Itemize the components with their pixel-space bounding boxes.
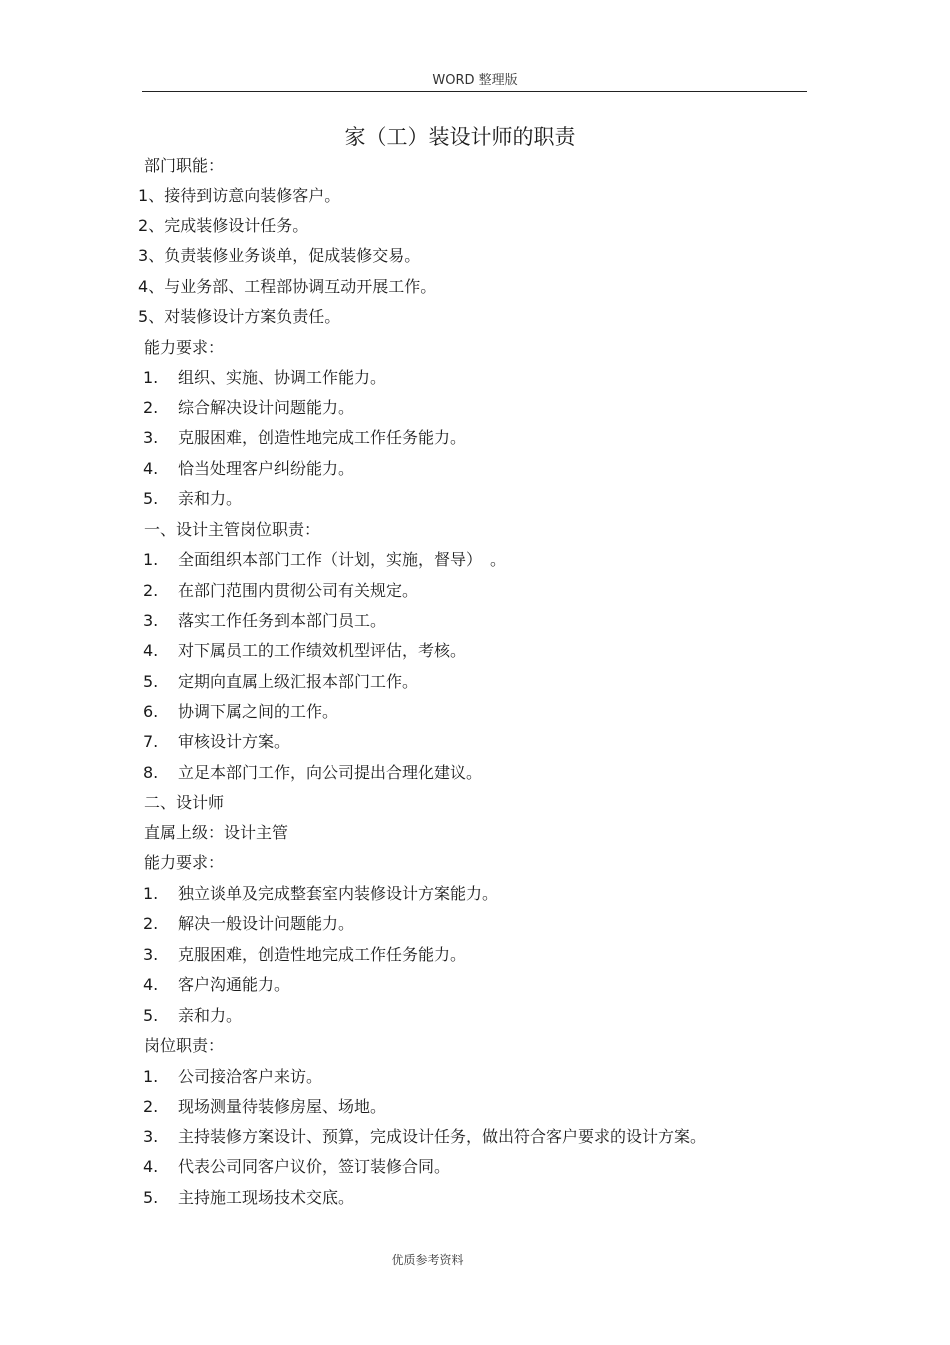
section-heading-designer: 二、设计师 — [144, 793, 225, 812]
list-text: 、接待到访意向装修客户。 — [148, 186, 341, 205]
list-text: 客户沟通能力。 — [178, 975, 291, 994]
list-item — [138, 277, 436, 297]
list-text: 对下属员工的工作绩效机型评估，考核。 — [178, 641, 467, 660]
page-footer: 优质参考资料 — [391, 1253, 464, 1267]
list-text: 定期向直属上级汇报本部门工作。 — [178, 672, 419, 691]
list-number: 5. — [143, 1188, 159, 1207]
list-text: 立足本部门工作，向公司提出合理化建议。 — [178, 763, 483, 782]
list-text: 解决一般设计问题能力。 — [178, 914, 355, 933]
section-heading-dept-functions: 部门职能： — [144, 156, 225, 175]
list-number: 2. — [143, 581, 159, 600]
list-number: 4. — [143, 975, 159, 994]
list-text: 亲和力。 — [178, 1006, 243, 1025]
list-number: 5. — [143, 672, 159, 691]
list-item — [138, 216, 308, 236]
list-text: 、与业务部、工程部协调互动开展工作。 — [148, 277, 437, 296]
list-text: 在部门范围内贯彻公司有关规定。 — [178, 581, 419, 600]
list-number: 6. — [143, 702, 159, 721]
list-text: 落实工作任务到本部门员工。 — [178, 611, 387, 630]
direct-superior: 直属上级：设计主管 — [144, 823, 289, 842]
list-text: 、负责装修业务谈单，促成装修交易。 — [148, 246, 421, 265]
list-number: 3. — [143, 428, 159, 447]
section-heading-ability: 能力要求： — [144, 338, 225, 357]
list-text: 协调下属之间的工作。 — [178, 702, 339, 721]
list-number: 3. — [143, 1127, 159, 1146]
section-heading-duties: 岗位职责： — [144, 1036, 225, 1055]
list-number: 1. — [143, 368, 159, 387]
list-text: 全面组织本部门工作（计划，实施，督导） 。 — [178, 550, 507, 569]
list-number: 3 — [138, 246, 149, 265]
list-number: 2 — [138, 216, 149, 235]
list-text: 主持装修方案设计、预算，完成设计任务，做出符合客户要求的设计方案。 — [178, 1127, 707, 1146]
list-text: 亲和力。 — [178, 489, 243, 508]
list-number: 1. — [143, 884, 159, 903]
page-header: WORD 整理版 — [432, 73, 518, 88]
section-heading-supervisor: 一、设计主管岗位职责： — [144, 520, 321, 539]
list-number: 3. — [143, 945, 159, 964]
list-item — [138, 307, 340, 327]
header-rule — [142, 91, 807, 92]
list-number: 2. — [143, 398, 159, 417]
list-text: 主持施工现场技术交底。 — [178, 1188, 355, 1207]
section-heading-ability: 能力要求： — [144, 853, 225, 872]
list-text: 、对装修设计方案负责任。 — [148, 307, 341, 326]
list-item — [138, 186, 340, 206]
list-text: 、完成装修设计任务。 — [148, 216, 309, 235]
list-text: 克服困难，创造性地完成工作任务能力。 — [178, 428, 467, 447]
list-number: 2. — [143, 1097, 159, 1116]
list-number: 5. — [143, 489, 159, 508]
list-number: 4 — [138, 277, 149, 296]
list-number: 4. — [143, 641, 159, 660]
list-text: 组织、实施、协调工作能力。 — [178, 368, 387, 387]
list-number: 5. — [143, 1006, 159, 1025]
list-text: 现场测量待装修房屋、场地。 — [178, 1097, 387, 1116]
list-text: 综合解决设计问题能力。 — [178, 398, 355, 417]
list-text: 独立谈单及完成整套室内装修设计方案能力。 — [178, 884, 499, 903]
list-text: 公司接洽客户来访。 — [178, 1067, 323, 1086]
list-number: 4. — [143, 1157, 159, 1176]
list-text: 恰当处理客户纠纷能力。 — [178, 459, 355, 478]
list-text: 代表公司同客户议价，签订装修合同。 — [178, 1157, 451, 1176]
page-title: 家（工）装设计师的职责 — [344, 125, 576, 149]
list-number: 1. — [143, 1067, 159, 1086]
list-text: 克服困难，创造性地完成工作任务能力。 — [178, 945, 467, 964]
list-item — [138, 246, 420, 266]
list-number: 8. — [143, 763, 159, 782]
list-number: 5 — [138, 307, 149, 326]
list-number: 3. — [143, 611, 159, 630]
list-number: 7. — [143, 732, 159, 751]
list-number: 4. — [143, 459, 159, 478]
list-text: 审核设计方案。 — [178, 732, 291, 751]
list-number: 2. — [143, 914, 159, 933]
list-number: 1. — [143, 550, 159, 569]
list-number: 1 — [138, 186, 149, 205]
